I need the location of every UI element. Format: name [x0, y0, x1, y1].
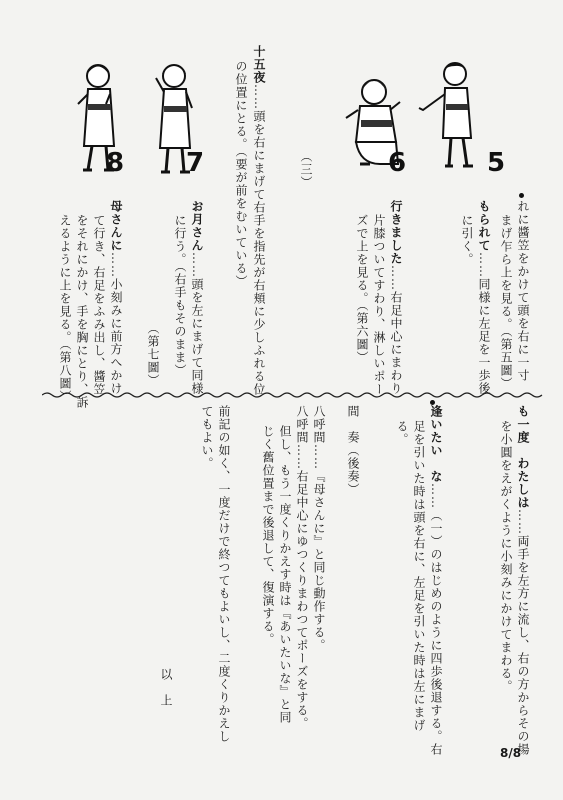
page-number: 8/8 — [500, 746, 522, 760]
text-column: を小圓をえがくように小刻みにかけてまわる。 — [499, 420, 513, 693]
bullet-dot — [519, 193, 524, 198]
text-column — [517, 405, 529, 756]
kimono-figure-bowing-icon — [415, 58, 485, 173]
lyric-heading: もられて — [477, 200, 491, 252]
text-run: ……両手を左方に流し、右の方からその場 — [516, 509, 530, 756]
text-run: ……小刻みに前方へかけ — [109, 252, 123, 395]
text-column: まげ乍ら上を見る。（第五圖） — [499, 214, 513, 390]
text-column: 間 奏（後奏） — [346, 405, 360, 496]
text-column: 足を引いた時は頭を右に、左足を引いた時は左にまげ — [412, 420, 426, 732]
text-column: てもよい。 — [200, 405, 214, 470]
text-column: 八呼間……『母さんに』と同じ動作する。 — [312, 405, 326, 652]
end-mark: 以 上 — [159, 668, 173, 707]
figure-number-7: 7 — [186, 148, 205, 178]
text-column: （第七圖） — [146, 322, 160, 387]
lyric-heading: お月さん — [190, 200, 204, 252]
text-column: 前記の如く、一度だけで終つてもよいし、二度くりかえし — [217, 405, 231, 743]
wavy-divider — [42, 391, 547, 399]
text-run: ……頭を左にまげて同様 — [190, 252, 204, 395]
text-column: をそれにかけ、手を胸にとり、訴 — [75, 214, 89, 409]
text-column: に行う。（右手もそのまま） — [173, 214, 187, 377]
figure-number-6: 6 — [388, 148, 407, 178]
lyric-heading: 母さんに — [109, 200, 123, 252]
text-column: じく舊位置まで後退して、復演する。 — [261, 425, 275, 646]
text-column: て行き、右足をふみ出し、醬笠 — [92, 214, 106, 396]
text-run: ……同様に左足を一歩後 — [477, 252, 491, 395]
text-column — [110, 200, 122, 395]
text-column: 片膝ついてすわり、淋しいポー — [372, 214, 386, 396]
lyric-heading: 逢いたい な — [429, 405, 443, 483]
text-column: る。 — [395, 420, 409, 446]
figure-number-8: 8 — [106, 148, 125, 178]
text-run: ……頭を右にまげて右手を指先が右頬に少しふれる位 — [252, 84, 266, 396]
lyric-heading: 行きました — [389, 200, 403, 265]
text-column: ズで上を見る。（第六圖） — [355, 214, 369, 364]
text-column — [390, 200, 402, 395]
figure-number-5: 5 — [487, 148, 506, 178]
text-column — [430, 405, 442, 756]
text-run: ……（一）のはじめのように四歩後退する。右 — [429, 483, 443, 756]
text-column — [478, 200, 490, 395]
text-column: れに醬笠をかけて頭を右に一寸 — [516, 200, 530, 382]
text-column: に引く。 — [460, 214, 474, 266]
text-column: 八呼間……右足中心にゆつくりまわつてポーズをする。 — [295, 405, 309, 730]
text-run: ……右足中心にまわり — [389, 265, 403, 395]
section-number: （三） — [299, 150, 313, 189]
text-column — [191, 200, 203, 395]
lyric-heading: 十五夜 — [252, 45, 266, 84]
lyric-heading: も一度 わたしは — [516, 405, 530, 509]
text-column: の位置にとる。（要が前をむいている） — [234, 60, 248, 288]
text-column: 但し、もう一度くりかえす時は『あいたいな』と同 — [278, 425, 292, 724]
text-column: えるように上を見る。（第八圖） — [58, 214, 72, 403]
text-column — [253, 45, 265, 396]
